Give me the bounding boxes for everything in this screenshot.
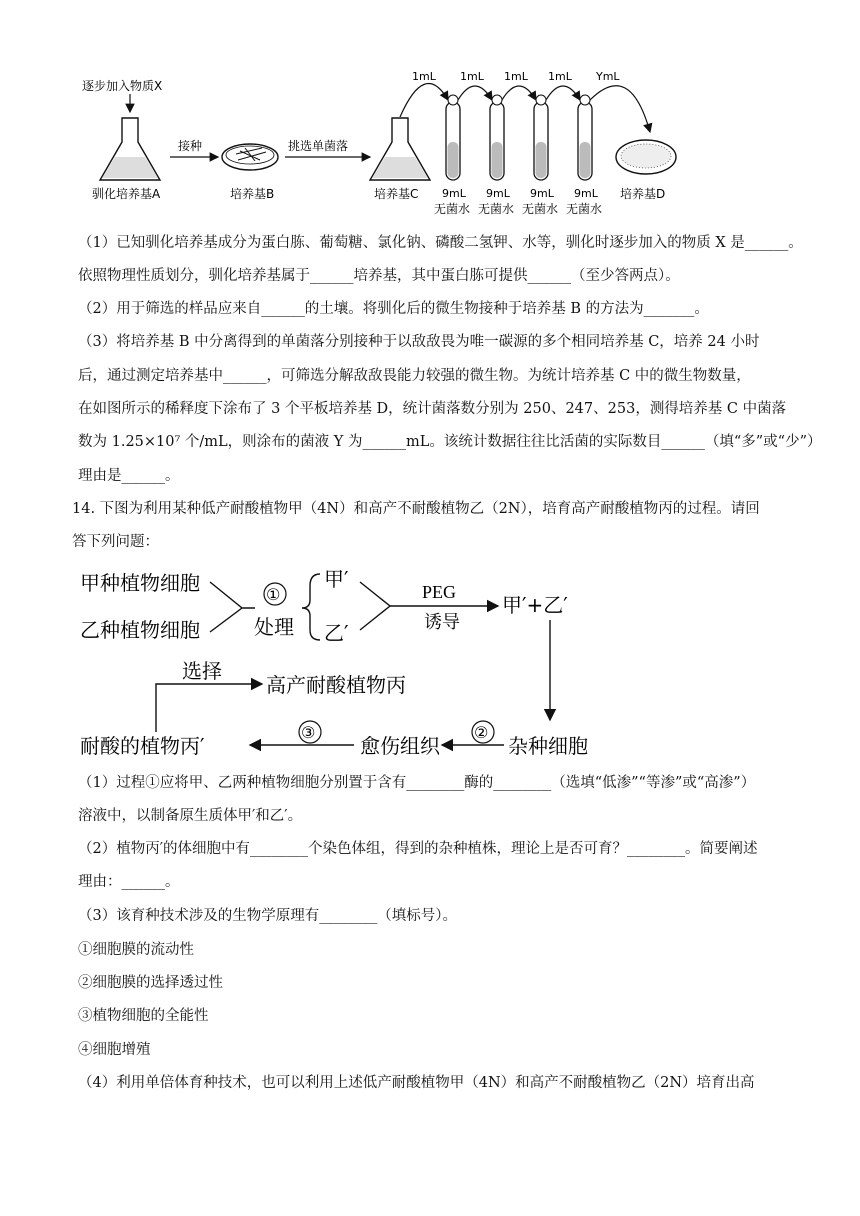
step-1-label: ① — [266, 585, 281, 604]
q13-part3-line2: 后，通过测定培养基中______，可筛选分解敌敌畏能力较强的微生物。为统计培养基 C 中的微生物数量， — [78, 368, 751, 384]
q13-part3-line4: 数为 1.25×10⁷ 个/mL，则涂布的菌液 Y 为______mL。该统计数据往往比活菌的实际数目______（填“多”或“少”） — [78, 434, 822, 450]
acid-plant-label: 耐酸的植物丙′ — [80, 734, 205, 758]
dish-d-label: 培养基D — [620, 187, 666, 201]
tube-4-volume: 9mL — [574, 187, 598, 200]
cell-a-label: 甲种植物细胞 — [80, 571, 200, 595]
tube-2-water: 无菌水 — [478, 202, 515, 216]
step-3-label: ③ — [301, 723, 316, 742]
q14-stem-line1: 14. 下图为利用某种低产耐酸植物甲（4N）和高产不耐酸植物乙（2N），培育高产耐酸植物丙的过程。请回 — [72, 501, 760, 517]
pick-colony-label: 挑选单菌落 — [288, 139, 349, 153]
q14-option-1: ①细胞膜的流动性 — [78, 942, 194, 958]
q14-stem-line2: 答下列问题： — [72, 534, 159, 550]
q13-part3-line1: （3）将培养基 B 中分离得到的单菌落分别接种于以敌敌畏为唯一碳源的多个相同培养基 C，培养 24 小时 — [78, 334, 760, 350]
protoplast-b-label: 乙′ — [324, 621, 349, 645]
treatment-label: 处理 — [254, 615, 294, 639]
cell-b-label: 乙种植物细胞 — [80, 618, 200, 642]
q13-part1-line1: （1）已知驯化培养基成分为蛋白胨、葡萄糖、氯化钠、磷酸二氢钾、水等，驯化时逐步加入的物质 X 是______。 — [78, 235, 803, 251]
transfer-3-label: 1mL — [504, 70, 528, 83]
dish-b-label: 培养基B — [230, 187, 275, 201]
q14-part1-line1: （1）过程①应将甲、乙两种植物细胞分别置于含有________酶的________（选填“低渗”“等渗”或“高渗”） — [78, 775, 756, 791]
flask-a-label: 驯化培养基A — [92, 187, 161, 201]
q13-part3-line3: 在如图所示的稀释度下涂布了 3 个平板培养基 D，统计菌落数分别为 250、247、253，测得培养基 C 中菌落 — [78, 401, 787, 417]
dish-b-icon — [222, 144, 278, 170]
fused-label: 甲′+乙′ — [502, 593, 568, 617]
induce-label: 诱导 — [424, 612, 460, 633]
protoplast-a-label: 甲′ — [324, 567, 349, 591]
callus-label: 愈伤组织 — [360, 734, 440, 758]
transfer-2-label: 1mL — [460, 70, 484, 83]
flask-c-icon — [370, 118, 430, 180]
dish-d-icon — [616, 140, 676, 174]
tube-3-volume: 9mL — [530, 187, 554, 200]
tube-1-volume: 9mL — [442, 187, 466, 200]
q13-part2: （2）用于筛选的样品应来自______的土壤。将驯化后的微生物接种于培养基 B 的方法为_______。 — [78, 301, 709, 317]
tube-1-water: 无菌水 — [434, 202, 471, 216]
add-x-label: 逐步加入物质X — [82, 79, 163, 93]
inoculate-label: 接种 — [178, 139, 203, 153]
transfer-4-label: 1mL — [548, 70, 572, 83]
q13-part1-line2: 依照物理性质划分，驯化培养基属于______培养基，其中蛋白胨可提供______（至少答两点）。 — [78, 268, 680, 284]
q14-option-2: ②细胞膜的选择透过性 — [78, 975, 223, 991]
protoplast-fusion-figure — [70, 560, 630, 760]
microbe-dilution-figure — [70, 62, 710, 222]
target-plant-label: 高产耐酸植物丙 — [266, 673, 406, 697]
q14-part2-line2: 理由：______。 — [78, 874, 180, 890]
tube-4-water: 无菌水 — [566, 202, 603, 216]
transfer-y-label: YmL — [596, 70, 620, 83]
peg-label: PEG — [422, 582, 457, 602]
flask-c-label: 培养基C — [374, 187, 419, 201]
q14-option-3: ③植物细胞的全能性 — [78, 1008, 209, 1024]
q14-part4: （4）利用单倍体育种技术，也可以利用上述低产耐酸植物甲（4N）和高产不耐酸植物乙（2N）培育出高 — [78, 1075, 755, 1091]
flask-a-icon — [100, 118, 160, 180]
hybrid-cell-label: 杂种细胞 — [508, 734, 588, 758]
transfer-1-label: 1mL — [412, 70, 436, 83]
q14-part3: （3）该育种技术涉及的生物学原理有________（填标号）。 — [78, 908, 457, 924]
tube-2-volume: 9mL — [486, 187, 510, 200]
select-label: 选择 — [182, 659, 222, 683]
tube-3-water: 无菌水 — [522, 202, 559, 216]
q14-option-4: ④细胞增殖 — [78, 1042, 151, 1058]
q14-part1-line2: 溶液中，以制备原生质体甲′和乙′。 — [78, 808, 303, 824]
step-2-label: ② — [474, 723, 489, 742]
q14-part2-line1: （2）植物丙′的体细胞中有________个染色体组，得到的杂种植株，理论上是否可育？________。简要阐述 — [78, 841, 758, 857]
test-tubes-icon — [446, 95, 592, 180]
q13-part3-line5: 理由是______。 — [78, 468, 180, 484]
